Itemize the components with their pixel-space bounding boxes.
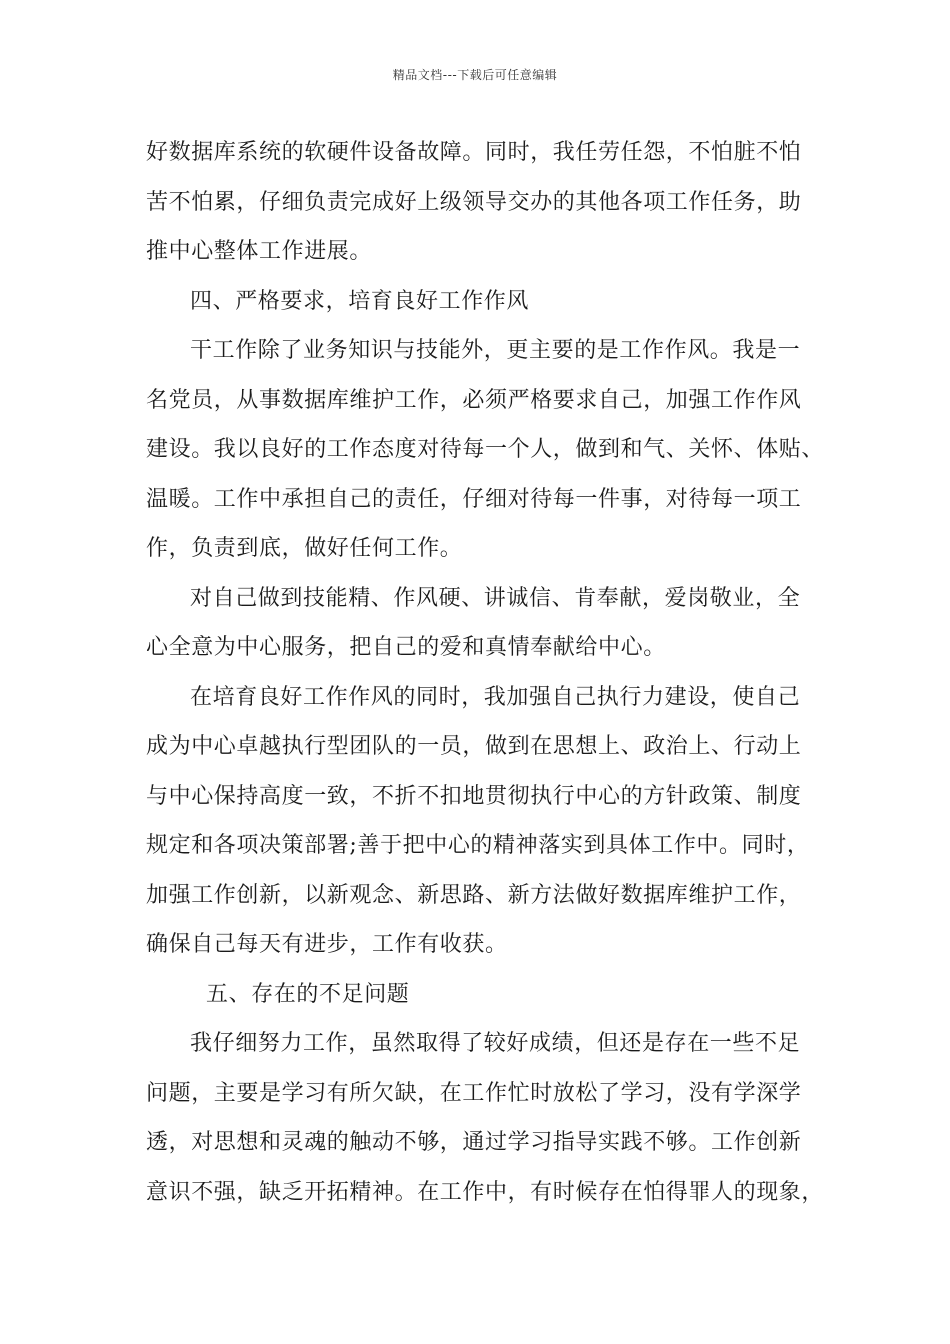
text-line: 确保自己每天有进步，工作有收获。	[146, 932, 508, 957]
text-line: 建设。我以良好的工作态度对待每一个人，做到和气、关怀、体贴、	[146, 437, 825, 462]
text-line: 问题，主要是学习有所欠缺，在工作忙时放松了学习，没有学深学	[146, 1080, 802, 1106]
text-line: 加强工作创新，以新观念、新思路、新方法做好数据库维护工作，	[146, 882, 802, 908]
page-header: 精品文档---下载后可任意编辑	[392, 68, 558, 82]
text-line: 透，对思想和灵魂的触动不够，通过学习指导实践不够。工作创新	[146, 1130, 802, 1155]
text-line: 意识不强，缺乏开拓精神。在工作中，有时候存在怕得罪人的现象，	[146, 1179, 825, 1205]
section-heading: 五、存在的不足问题	[206, 981, 410, 1007]
text-line: 干工作除了业务知识与技能外，更主要的是工作作风。我是一	[190, 338, 801, 363]
text-line: 名党员，从事数据库维护工作，必须严格要求自己，加强工作作风	[146, 387, 802, 413]
text-line: 在培育良好工作作风的同时，我加强自己执行力建设，使自己	[190, 684, 801, 710]
text-line: 作，负责到底，做好任何工作。	[146, 536, 463, 561]
text-line: 温暖。工作中承担自己的责任，仔细对待每一件事，对待每一项工	[146, 486, 802, 512]
text-line: 推中心整体工作进展。	[146, 239, 373, 264]
text-line: 苦不怕累，仔细负责完成好上级领导交办的其他各项工作任务，助	[146, 189, 802, 215]
text-line: 好数据库系统的软硬件设备故障。同时，我任劳任怨，不怕脏不怕	[146, 140, 802, 165]
text-line: 我仔细努力工作，虽然取得了较好成绩，但还是存在一些不足	[190, 1031, 801, 1056]
text-line: 对自己做到技能精、作风硬、讲诚信、肯奉献，爱岗敬业，全	[190, 585, 801, 611]
section-heading: 四、严格要求，培育良好工作作风	[190, 288, 530, 314]
text-line: 与中心保持高度一致，不折不扣地贯彻执行中心的方针政策、制度	[146, 783, 802, 809]
text-line: 心全意为中心服务，把自己的爱和真情奉献给中心。	[146, 635, 666, 660]
text-line: 规定和各项决策部署;善于把中心的精神落实到具体工作中。同时，	[146, 833, 810, 858]
document-body	[146, 128, 826, 1217]
text-line: 成为中心卓越执行型团队的一员，做到在思想上、政治上、行动上	[146, 734, 802, 759]
